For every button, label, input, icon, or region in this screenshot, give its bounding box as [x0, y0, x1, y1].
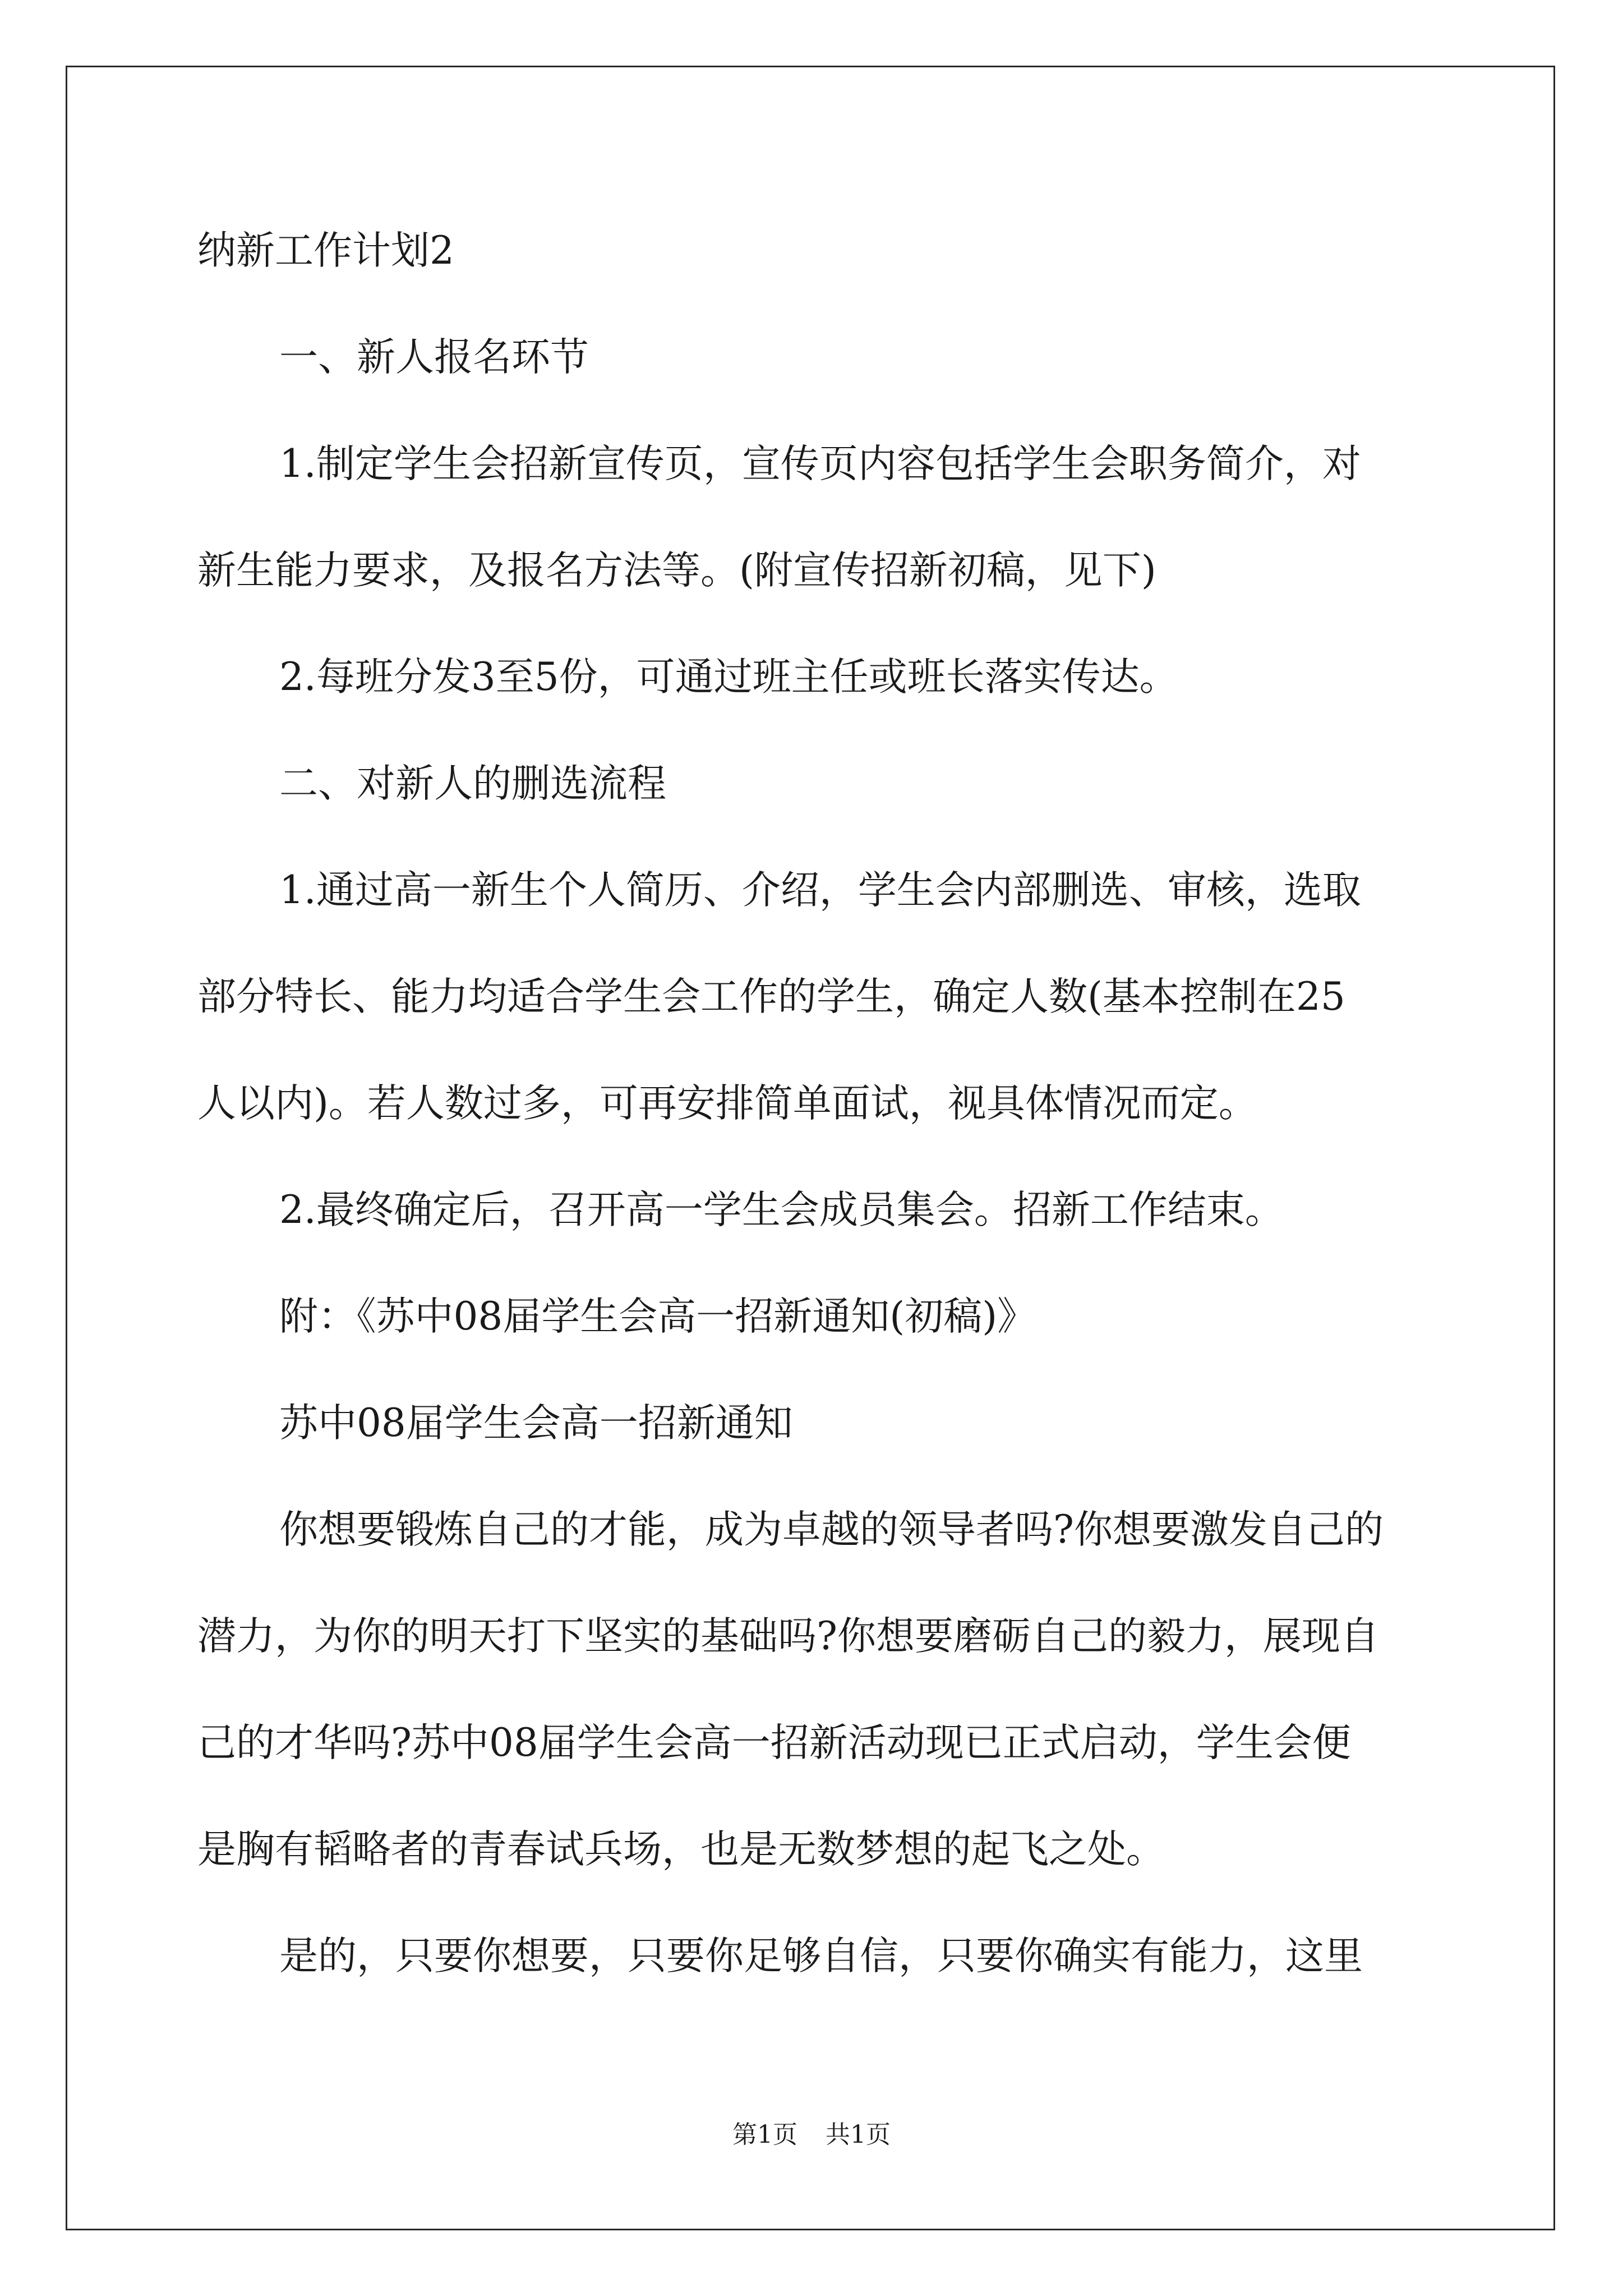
paragraph-line: 部分特长、能力均适合学生会工作的学生，确定人数(基本控制在25 [197, 974, 1345, 1019]
paragraph-line: 是胸有韬略者的青春试兵场，也是无数梦想的起飞之处。 [197, 1827, 1165, 1872]
section-heading-1: 一、新人报名环节 [279, 335, 589, 380]
page-current: 第1页 [732, 2120, 797, 2149]
paragraph-line: 2.每班分发3至5份，可通过班主任或班长落实传达。 [279, 655, 1178, 700]
page-border [66, 66, 1555, 2230]
notice-title: 苏中08届学生会高一招新通知 [279, 1401, 793, 1446]
paragraph-line: 1.通过高一新生个人简历、介绍，学生会内部删选、审核，选取 [279, 868, 1361, 913]
appendix-title: 附：《苏中08届学生会高一招新通知(初稿)》 [279, 1294, 1036, 1339]
document-title: 纳新工作计划2 [197, 228, 454, 273]
page-footer [0, 2120, 1623, 2149]
paragraph-line: 是的，只要你想要，只要你足够自信，只要你确实有能力，这里 [279, 1934, 1363, 1978]
paragraph-line: 1.制定学生会招新宣传页，宣传页内容包括学生会职务简介，对 [279, 441, 1361, 486]
paragraph-line: 新生能力要求，及报名方法等。(附宣传招新初稿，见下) [197, 548, 1156, 593]
paragraph-line: 你想要锻炼自己的才能，成为卓越的领导者吗?你想要激发自己的 [279, 1507, 1384, 1552]
paragraph-line: 己的才华吗?苏中08届学生会高一招新活动现已正式启动，学生会便 [197, 1720, 1351, 1765]
page-total: 共1页 [826, 2120, 891, 2149]
paragraph-line: 人以内)。若人数过多，可再安排简单面试，视具体情况而定。 [197, 1081, 1257, 1126]
section-heading-2: 二、对新人的删选流程 [279, 761, 666, 806]
paragraph-line: 2.最终确定后，召开高一学生会成员集会。招新工作结束。 [279, 1188, 1284, 1232]
paragraph-line: 潜力，为你的明天打下坚实的基础吗?你想要磨砺自己的毅力，展现自 [197, 1614, 1379, 1659]
